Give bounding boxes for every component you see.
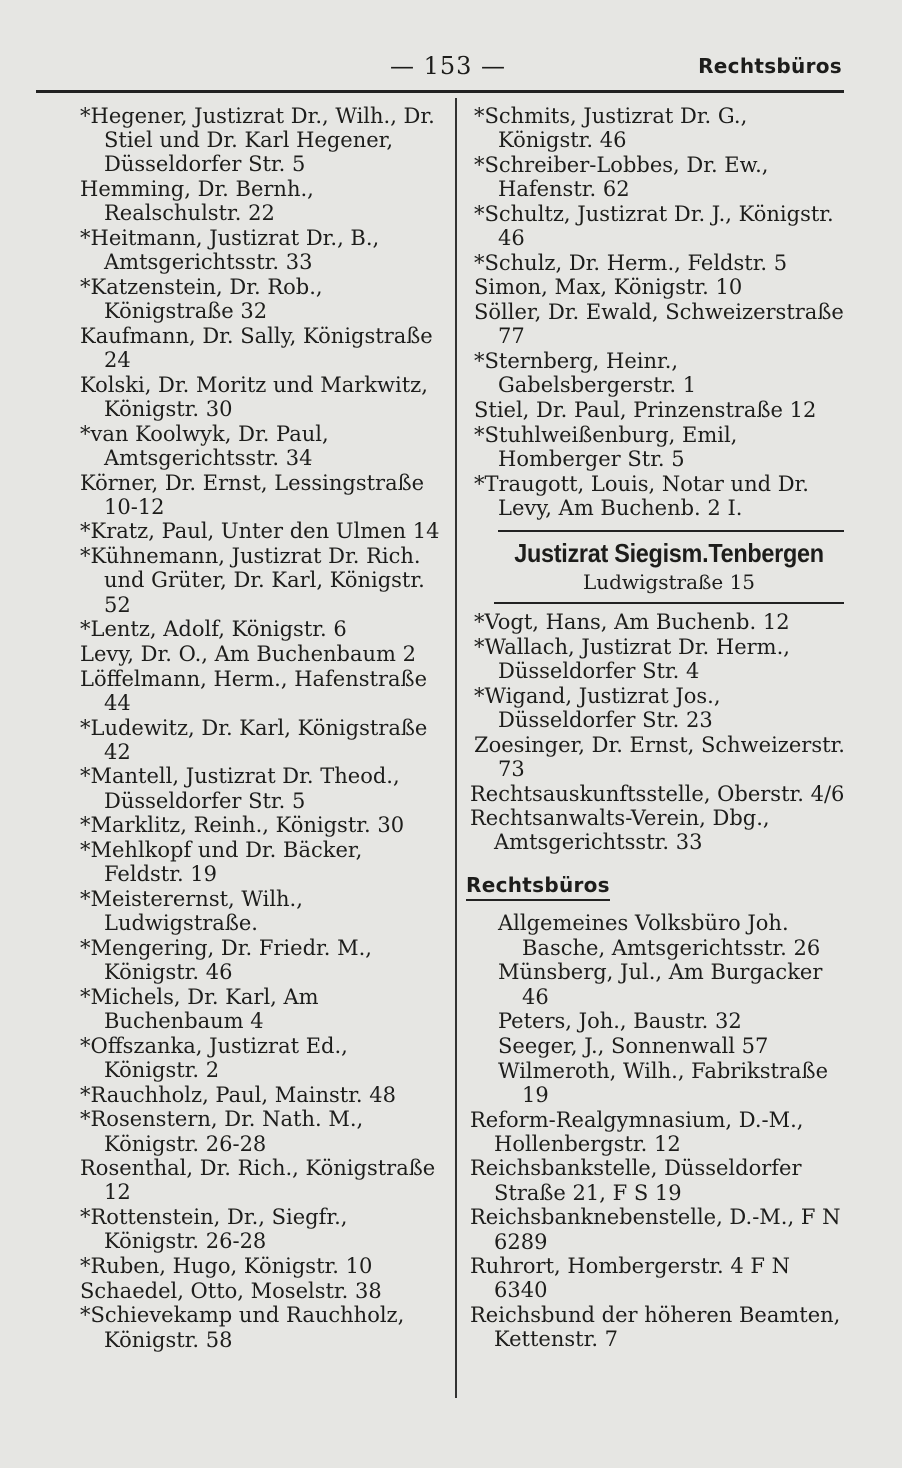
list-item: Reichsbanknebenstelle, D.-M., F N 6289 bbox=[470, 1205, 841, 1254]
list-item: Löffelmann, Herm., Hafenstraße 44 bbox=[80, 666, 427, 715]
ad-bottom-rule bbox=[494, 602, 844, 604]
list-item: *Vogt, Hans, Am Buchenb. 12 bbox=[474, 610, 790, 635]
list-item: Rosenthal, Dr. Rich., Königstraße 12 bbox=[80, 1156, 436, 1205]
list-item: *Mehlkopf und Dr. Bäcker, Feldstr. 19 bbox=[80, 838, 363, 887]
list-item: *Lentz, Adolf, Königstr. 6 bbox=[80, 617, 347, 642]
list-item: Peters, Joh., Baustr. 32 bbox=[498, 1009, 742, 1034]
list-item: Münsberg, Jul., Am Burgacker 46 bbox=[498, 960, 823, 1009]
list-item: Rechtsauskunftsstelle, Oberstr. 4/6 bbox=[470, 781, 845, 806]
list-item: Körner, Dr. Ernst, Lessingstraße 10-12 bbox=[80, 470, 425, 519]
advertisement-address: Ludwigstraße 15 bbox=[582, 569, 756, 594]
list-item: *Traugott, Louis, Notar und Dr. Levy, Am Buchenb. 2 I. bbox=[474, 471, 809, 520]
section-heading: Rechtsbüros bbox=[466, 873, 610, 901]
list-item: *Ludewitz, Dr. Karl, Königstraße 42 bbox=[80, 715, 428, 764]
list-item: *Schulz, Dr. Herm., Feldstr. 5 bbox=[474, 250, 788, 275]
list-item: Schaedel, Otto, Moselstr. 38 bbox=[80, 1278, 382, 1303]
list-item: *Hegener, Justizrat Dr., Wilh., Dr. Stiel und Dr. Karl Hegener, Düsseldorfer Str. 5 bbox=[80, 104, 435, 177]
list-item: *Rosenstern, Dr. Nath. M., Königstr. 26-28 bbox=[80, 1107, 364, 1156]
list-item: Allgemeines Volksbüro Joh. Basche, Amtsgerichtsstr. 26 bbox=[498, 911, 821, 960]
list-item: Ruhrort, Hombergerstr. 4 F N 6340 bbox=[470, 1254, 791, 1303]
list-item: Wilmeroth, Wilh., Fabrikstraße 19 bbox=[498, 1058, 829, 1107]
list-item: *Rottenstein, Dr., Siegfr., Königstr. 26-28 bbox=[80, 1205, 348, 1254]
list-item: Reform-Realgymnasium, D.-M., Hollenbergstr. 12 bbox=[470, 1107, 804, 1156]
list-item: *Heitmann, Justizrat Dr., B., Amtsgerichtsstr. 33 bbox=[80, 226, 380, 275]
list-item: Stiel, Dr. Paul, Prinzenstraße 12 bbox=[474, 397, 817, 422]
right-column bbox=[466, 104, 848, 1352]
list-item: *Mantell, Justizrat Dr. Theod., Düsseldorfer Str. 5 bbox=[80, 764, 400, 813]
list-item: *van Koolwyk, Dr. Paul, Amtsgerichtsstr. 34 bbox=[80, 421, 329, 470]
list-item: *Rauchholz, Paul, Mainstr. 48 bbox=[80, 1082, 397, 1107]
column-divider bbox=[455, 98, 457, 1398]
list-item: Hemming, Dr. Bernh., Realschulstr. 22 bbox=[80, 177, 314, 226]
left-column bbox=[80, 104, 446, 1352]
list-item: *Kratz, Paul, Unter den Ulmen 14 bbox=[80, 519, 440, 544]
list-item: *Sternberg, Heinr., Gabelsbergerstr. 1 bbox=[474, 349, 697, 398]
list-item: *Michels, Dr. Karl, Am Buchenbaum 4 bbox=[80, 984, 319, 1034]
list-item: *Schreiber-Lobbes, Dr. Ew., Hafenstr. 62 bbox=[474, 152, 769, 202]
list-item: Kolski, Dr. Moritz und Markwitz, Königstr. 30 bbox=[80, 372, 428, 421]
list-item: *Stuhlweißenburg, Emil, Homberger Str. 5 bbox=[474, 422, 738, 471]
list-item: *Offszanka, Justizrat Ed., Königstr. 2 bbox=[80, 1033, 348, 1082]
list-item: Seeger, J., Sonnenwall 57 bbox=[498, 1033, 769, 1058]
list-item: *Wallach, Justizrat Dr. Herm., Düsseldorfer Str. 4 bbox=[474, 634, 790, 684]
advertisement-name: Justizrat Siegism.Tenbergen bbox=[514, 537, 824, 568]
list-item: *Ruben, Hugo, Königstr. 10 bbox=[80, 1254, 373, 1279]
list-item: *Schmits, Justizrat Dr. G., Königstr. 46 bbox=[474, 104, 748, 153]
list-item: Söller, Dr. Ewald, Schweizerstraße 77 bbox=[474, 300, 844, 349]
list-item: *Katzenstein, Dr. Rob., Königstraße 32 bbox=[80, 274, 323, 324]
list-item: *Marklitz, Reinh., Königstr. 30 bbox=[80, 813, 405, 838]
list-item: Reichsbankstelle, Düsseldorfer Straße 21, F S 19 bbox=[470, 1156, 802, 1205]
list-item: *Wigand, Justizrat Jos., Düsseldorfer Str. 23 bbox=[474, 683, 721, 732]
ad-top-rule bbox=[498, 530, 844, 532]
list-item: *Schultz, Justizrat Dr. J., Königstr. 46 bbox=[474, 201, 834, 251]
running-title: Rechtsbüros bbox=[698, 54, 842, 78]
list-item: Simon, Max, Königstr. 10 bbox=[474, 275, 743, 300]
list-item: Kaufmann, Dr. Sally, Königstraße 24 bbox=[80, 323, 433, 373]
list-item: *Schievekamp und Rauchholz, Königstr. 58 bbox=[80, 1303, 405, 1352]
list-item: *Mengering, Dr. Friedr. M., Königstr. 46 bbox=[80, 935, 372, 985]
header-rule bbox=[36, 90, 844, 93]
list-item: Rechtsanwalts-Verein, Dbg., Amtsgerichtsstr. 33 bbox=[470, 806, 770, 855]
list-item: *Kühnemann, Justizrat Dr. Rich. und Grüter, Dr. Karl, Königstr. 52 bbox=[80, 544, 425, 617]
list-item: *Meisterernst, Wilh., Ludwigstraße. bbox=[80, 887, 303, 936]
list-item: Reichsbund der höheren Beamten, Kettenstr. 7 bbox=[470, 1303, 841, 1352]
list-item: Zoesinger, Dr. Ernst, Schweizerstr. 73 bbox=[474, 732, 845, 781]
list-item: Levy, Dr. O., Am Buchenbaum 2 bbox=[80, 641, 416, 666]
page-number: — 153 — bbox=[389, 52, 507, 80]
